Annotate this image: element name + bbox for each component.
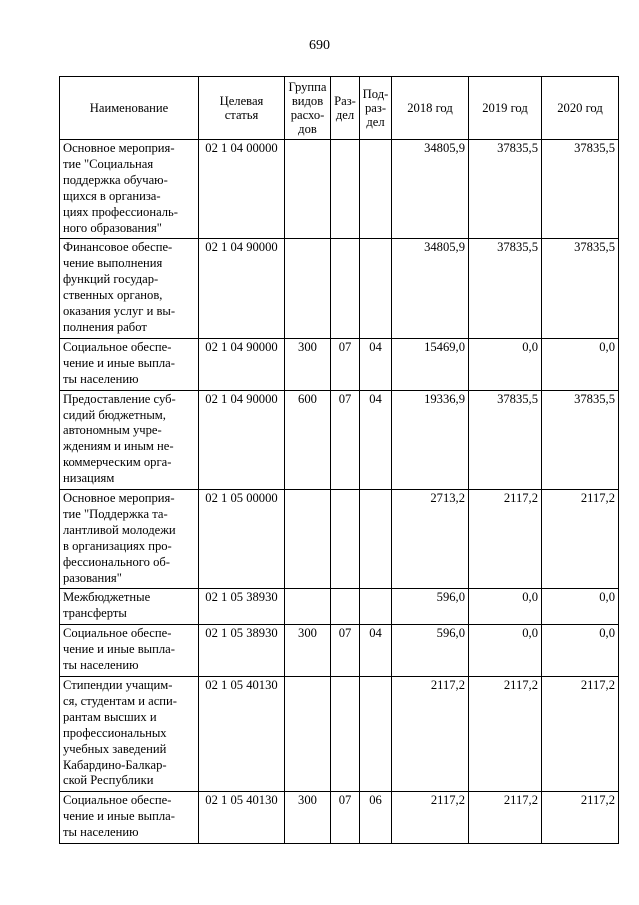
value-2018-cell: 596,0 xyxy=(392,589,469,625)
header-subsection xyxy=(360,77,392,140)
text-line: полнения работ xyxy=(63,319,147,334)
text-line: Предоставление суб- xyxy=(63,391,176,406)
text-line: щихся в организа- xyxy=(63,188,161,203)
text-line: трансферты xyxy=(63,606,127,621)
expense-group-cell: 300 xyxy=(285,625,331,677)
target-article-cell: 02 1 04 00000 xyxy=(199,140,285,239)
expense-group-cell: 600 xyxy=(285,390,331,489)
name-cell xyxy=(60,589,199,625)
text-line: видов xyxy=(291,94,324,108)
text-line: чение и иные выпла- xyxy=(63,642,175,657)
table-row xyxy=(60,338,619,390)
value-2020-cell: 2117,2 xyxy=(542,677,619,792)
section-cell: 07 xyxy=(331,338,360,390)
table-row xyxy=(60,390,619,489)
name-cell xyxy=(60,140,199,239)
text-line: ской Республики xyxy=(63,773,154,788)
subsection-cell: 04 xyxy=(360,625,392,677)
text-line: ждениям и иным не- xyxy=(63,439,174,454)
text-line: низациям xyxy=(63,471,115,486)
subsection-cell: 04 xyxy=(360,390,392,489)
value-2019-cell: 0,0 xyxy=(469,589,542,625)
text-line: Под- xyxy=(362,87,389,101)
table-row xyxy=(60,140,619,239)
subsection-cell xyxy=(360,490,392,589)
table-row xyxy=(60,589,619,625)
section-cell xyxy=(331,239,360,338)
value-2019-cell: 37835,5 xyxy=(469,390,542,489)
text-line: учебных заведений xyxy=(63,741,167,756)
name-cell xyxy=(60,677,199,792)
text-line: разования" xyxy=(63,570,122,585)
table-row xyxy=(60,792,619,844)
value-2020-cell: 37835,5 xyxy=(542,390,619,489)
text-line: Межбюджетные xyxy=(63,590,151,605)
value-2019-cell: 2117,2 xyxy=(469,490,542,589)
name-cell xyxy=(60,338,199,390)
name-cell xyxy=(60,490,199,589)
text-line: дел xyxy=(366,115,385,129)
text-line: Группа xyxy=(288,80,327,94)
section-cell xyxy=(331,677,360,792)
value-2018-cell: 2117,2 xyxy=(392,792,469,844)
text-line: ты населению xyxy=(63,658,139,673)
table-row xyxy=(60,677,619,792)
text-line: раз- xyxy=(364,101,387,115)
table-row xyxy=(60,625,619,677)
subsection-cell xyxy=(360,589,392,625)
subsection-cell xyxy=(360,677,392,792)
text-line: фессионального об- xyxy=(63,554,170,569)
value-2018-cell: 2713,2 xyxy=(392,490,469,589)
text-line: лантливой молодежи xyxy=(63,522,176,537)
name-cell xyxy=(60,625,199,677)
subsection-cell: 06 xyxy=(360,792,392,844)
header-name: Наименование xyxy=(60,77,199,140)
expense-group-cell xyxy=(285,589,331,625)
expense-group-cell xyxy=(285,239,331,338)
text-line: Социальное обеспе- xyxy=(63,339,172,354)
text-line: чение и иные выпла- xyxy=(63,355,175,370)
target-article-cell: 02 1 05 40130 xyxy=(199,677,285,792)
text-line: Раз- xyxy=(334,94,356,108)
text-line: циях профессиональ- xyxy=(63,204,178,219)
section-cell: 07 xyxy=(331,390,360,489)
header-target-article xyxy=(199,77,285,140)
expense-group-cell xyxy=(285,490,331,589)
text-line: чение выполнения xyxy=(63,256,163,271)
value-2018-cell: 596,0 xyxy=(392,625,469,677)
text-line: дел xyxy=(335,108,355,122)
target-article-cell: 02 1 04 90000 xyxy=(199,338,285,390)
text-line: сидий бюджетным, xyxy=(63,407,166,422)
expense-group-cell: 300 xyxy=(285,792,331,844)
expense-group-cell: 300 xyxy=(285,338,331,390)
text-line: тие "Социальная xyxy=(63,156,154,171)
section-cell: 07 xyxy=(331,792,360,844)
name-cell xyxy=(60,390,199,489)
value-2020-cell: 37835,5 xyxy=(542,140,619,239)
value-2019-cell: 37835,5 xyxy=(469,140,542,239)
text-line: ся, студентам и аспи- xyxy=(63,693,177,708)
section-cell xyxy=(331,589,360,625)
section-cell xyxy=(331,490,360,589)
text-line: статья xyxy=(224,108,259,122)
section-cell xyxy=(331,140,360,239)
name-cell xyxy=(60,239,199,338)
text-line: ты населению xyxy=(63,371,139,386)
text-line: Социальное обеспе- xyxy=(63,793,172,808)
value-2018-cell: 34805,9 xyxy=(392,140,469,239)
text-line: Основное мероприя- xyxy=(63,141,175,155)
text-line: в организациях про- xyxy=(63,538,172,553)
text-line: Стипендии учащим- xyxy=(63,678,173,692)
header-2020: 2020 год xyxy=(542,77,619,140)
header-row xyxy=(60,77,619,140)
text-line: Основное мероприя- xyxy=(63,491,175,506)
header-section xyxy=(331,77,360,140)
target-article-cell: 02 1 04 90000 xyxy=(199,239,285,338)
value-2020-cell: 37835,5 xyxy=(542,239,619,338)
text-line: ты населению xyxy=(63,825,139,840)
text-line: рантам высших и xyxy=(63,709,157,724)
text-line: чение и иные выпла- xyxy=(63,809,175,824)
target-article-cell: 02 1 05 40130 xyxy=(199,792,285,844)
value-2018-cell: 19336,9 xyxy=(392,390,469,489)
value-2018-cell: 15469,0 xyxy=(392,338,469,390)
text-line: коммерческим орга- xyxy=(63,455,172,470)
text-line: ного образования" xyxy=(63,220,162,235)
subsection-cell xyxy=(360,239,392,338)
header-2018: 2018 год xyxy=(392,77,469,140)
page-number: 690 xyxy=(309,38,330,53)
value-2019-cell: 0,0 xyxy=(469,625,542,677)
table-row xyxy=(60,490,619,589)
target-article-cell: 02 1 05 38930 xyxy=(199,625,285,677)
target-article-cell: 02 1 05 00000 xyxy=(199,490,285,589)
header-2019: 2019 год xyxy=(469,77,542,140)
section-cell: 07 xyxy=(331,625,360,677)
value-2018-cell: 34805,9 xyxy=(392,239,469,338)
table-row xyxy=(60,239,619,338)
value-2019-cell: 0,0 xyxy=(469,338,542,390)
subsection-cell xyxy=(360,140,392,239)
value-2020-cell: 2117,2 xyxy=(542,490,619,589)
table-body xyxy=(60,140,619,844)
value-2018-cell: 2117,2 xyxy=(392,677,469,792)
expense-group-cell xyxy=(285,140,331,239)
text-line: функций государ- xyxy=(63,272,159,287)
text-line: тие "Поддержка та- xyxy=(63,506,168,521)
value-2019-cell: 2117,2 xyxy=(469,792,542,844)
text-line: Финансовое обеспе- xyxy=(63,240,173,255)
target-article-cell: 02 1 05 38930 xyxy=(199,589,285,625)
value-2019-cell: 37835,5 xyxy=(469,239,542,338)
text-line: Кабардино-Балкар- xyxy=(63,757,167,772)
value-2020-cell: 0,0 xyxy=(542,589,619,625)
text-line: Социальное обеспе- xyxy=(63,626,172,641)
value-2020-cell: 2117,2 xyxy=(542,792,619,844)
text-line: поддержка обучаю- xyxy=(63,172,168,187)
expense-group-cell xyxy=(285,677,331,792)
value-2019-cell: 2117,2 xyxy=(469,677,542,792)
name-cell xyxy=(60,792,199,844)
text-line: профессиональных xyxy=(63,725,167,740)
text-line: ственных органов, xyxy=(63,288,163,303)
text-line: дов xyxy=(298,122,317,136)
value-2020-cell: 0,0 xyxy=(542,625,619,677)
value-2020-cell: 0,0 xyxy=(542,338,619,390)
text-line: Целевая xyxy=(219,94,264,108)
text-line: расхо- xyxy=(290,108,325,122)
header-expense-group xyxy=(285,77,331,140)
text-line: автономным учре- xyxy=(63,423,162,438)
target-article-cell: 02 1 04 90000 xyxy=(199,390,285,489)
subsection-cell: 04 xyxy=(360,338,392,390)
text-line: оказания услуг и вы- xyxy=(63,304,176,319)
budget-table xyxy=(59,76,619,844)
